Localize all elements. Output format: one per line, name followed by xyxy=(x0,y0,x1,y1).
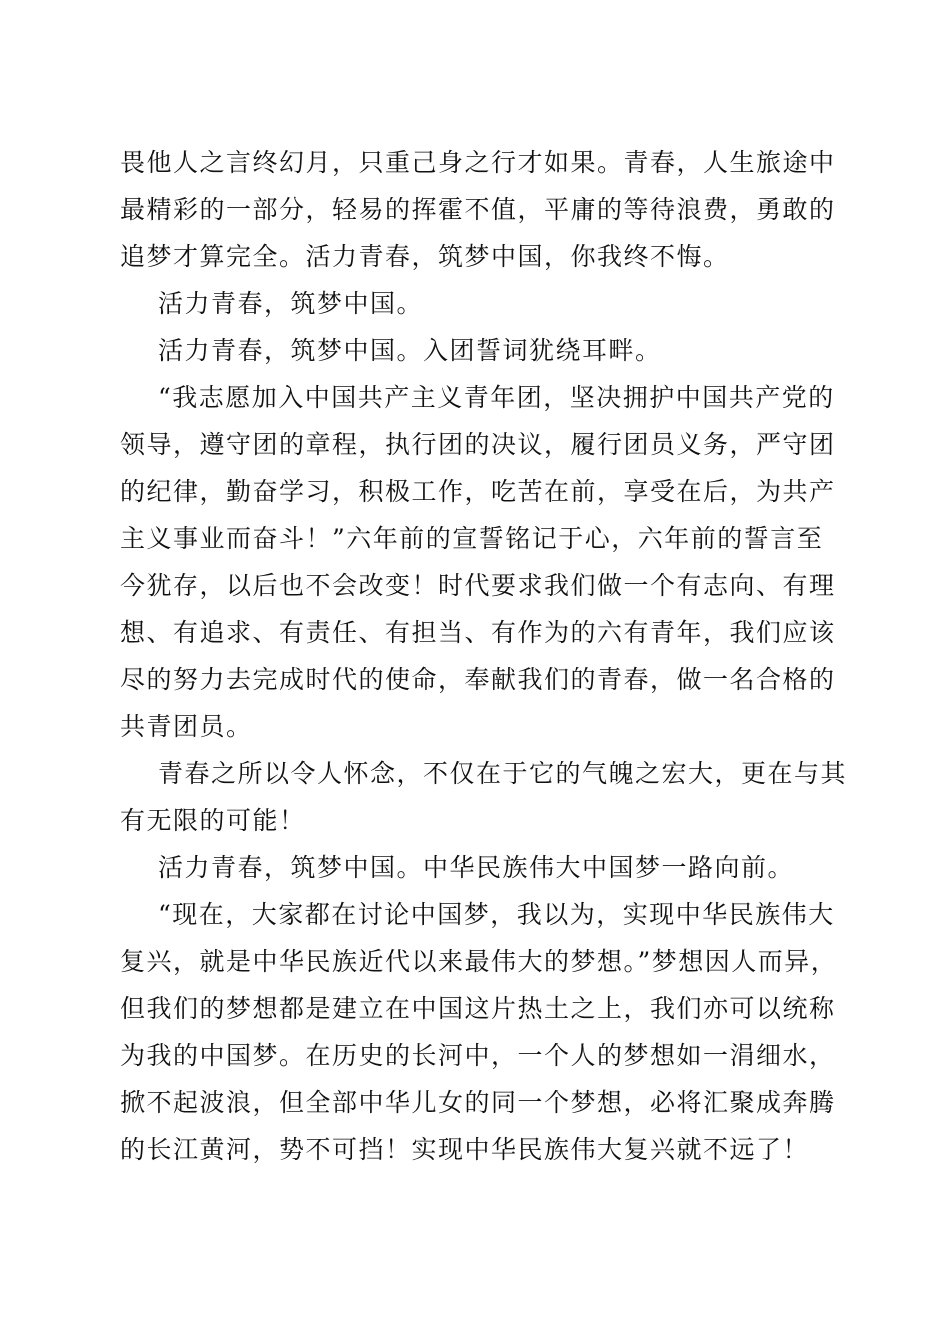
text-line: 活力青春，筑梦中国。入团誓词犹绕耳畔。 xyxy=(158,336,662,365)
text-line: 的长江黄河，势不可挡！实现中华民族伟大复兴就不远了！ xyxy=(120,1135,810,1164)
text-line: 今犹存，以后也不会改变！时代要求我们做一个有志向、有理 xyxy=(120,571,836,600)
paragraph xyxy=(120,844,832,891)
text-line: 活力青春，筑梦中国。 xyxy=(158,289,424,318)
text-line: 青春之所以令人怀念，不仅在于它的气魄之宏大，更在与其 xyxy=(158,759,848,788)
text-line: 最精彩的一部分，轻易的挥霍不值，平庸的等待浪费，勇敢的 xyxy=(120,195,836,224)
text-line: 的纪律，勤奋学习，积极工作，吃苦在前，享受在后，为共产 xyxy=(120,477,836,506)
text-line: 复兴，就是中华民族近代以来最伟大的梦想。”梦想因人而异， xyxy=(120,947,838,976)
text-line: 为我的中国梦。在历史的长河中，一个人的梦想如一涓细水， xyxy=(120,1041,836,1070)
text-line: 活力青春，筑梦中国。中华民族伟大中国梦一路向前。 xyxy=(158,853,795,882)
text-line: 但我们的梦想都是建立在中国这片热土之上，我们亦可以统称 xyxy=(120,994,836,1023)
text-line: 共青团员。 xyxy=(120,712,253,741)
text-line: “现在，大家都在讨论中国梦，我以为，实现中华民族伟大 xyxy=(158,900,835,929)
text-line: 掀不起波浪，但全部中华儿女的同一个梦想，必将汇聚成奔腾 xyxy=(120,1088,836,1117)
text-line: 有无限的可能！ xyxy=(120,806,306,835)
document-body xyxy=(120,139,848,1173)
text-line: 畏他人之言终幻月，只重己身之行才如果。青春，人生旅途中 xyxy=(120,148,836,177)
paragraph xyxy=(120,327,832,374)
text-line: 领导，遵守团的章程，执行团的决议，履行团员义务，严守团 xyxy=(120,430,836,459)
paragraph xyxy=(120,280,832,327)
text-line: “我志愿加入中国共产主义青年团，坚决拥护中国共产党的 xyxy=(158,383,835,412)
text-line: 想、有追求、有责任、有担当、有作为的六有青年，我们应该 xyxy=(120,618,836,647)
paragraph xyxy=(120,139,836,280)
paragraph xyxy=(120,891,838,1173)
text-line: 主义事业而奋斗！”六年前的宣誓铭记于心，六年前的誓言至 xyxy=(120,524,824,553)
text-line: 追梦才算完全。活力青春，筑梦中国，你我终不悔。 xyxy=(120,242,730,271)
text-line: 尽的努力去完成时代的使命，奉献我们的青春，做一名合格的 xyxy=(120,665,836,694)
paragraph xyxy=(120,750,848,844)
paragraph xyxy=(120,374,836,750)
